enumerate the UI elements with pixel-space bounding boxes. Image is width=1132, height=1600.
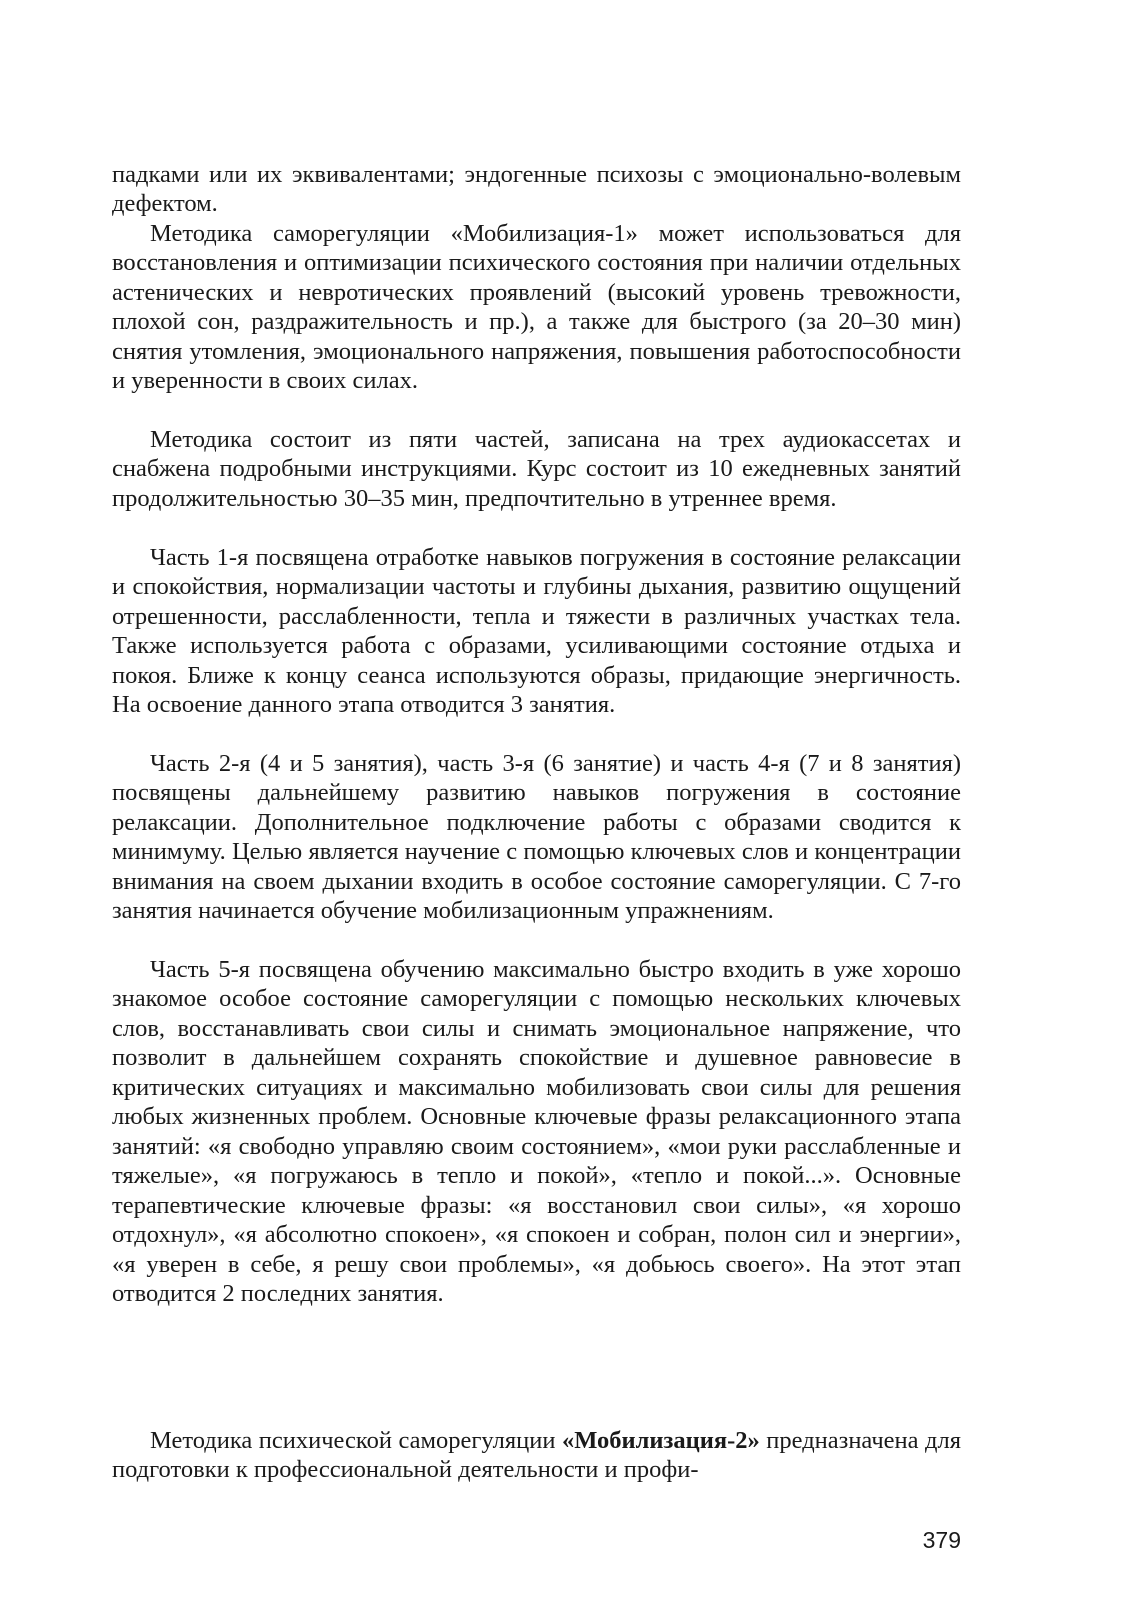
page-number: 379 [922, 1527, 961, 1553]
paragraph-part-1 [112, 543, 961, 720]
paragraph-parts-2-4 [112, 749, 961, 926]
method-name-bold: «Мобилизация-2» [561, 1427, 760, 1454]
paragraph-text: Методика саморегуляции «Мобилизация-1» может использоваться для восстановления и оптимизации психического состояния при наличии отдельных астенических и невротических проявлений (высокий уровень тревожности, плохой сон, раздражительность и пр.), а также для быстрого (за 20–30 мин) снятия утомления, эмоционального напряжения, повышения работоспособности и уверенности в своих силах. [112, 220, 961, 395]
paragraph-text: Часть 5-я посвящена обучению максимально быстро входить в уже хорошо знакомое особое состояние саморегуляции с помощью нескольких ключевых слов, восстанавливать свои силы и снимать эмоциональное напряжение, что позволит в дальнейшем сохранять спокойствие и душевное равновесие в критических ситуациях и максимально мобилизовать свои силы для решения любых жизненных проблем. Основные ключевые фразы релаксационного этапа занятий: «я свободно управляю своим состоянием», «мои руки расслабленные и тяжелые», «я погружаюсь в тепло и покой», «тепло и покой...». Основные терапевтические ключевые фразы: «я восстановил свои силы», «я хорошо отдохнул», «я абсолютно спокоен», «я спокоен и собран, полон сил и энергии», «я уверен в себе, я решу свои проблемы», «я добьюсь своего». На этот этап отводится 2 последних занятия. [112, 956, 961, 1307]
paragraph-text: падками или их эквивалентами; эндогенные психозы с эмоционально-волевым дефектом. [112, 161, 961, 218]
paragraph-text: Часть 1-я посвящена отработке навыков погружения в состояние релаксации и спокойствия, нормализации частоты и глубины дыхания, развитию ощущений отрешенности, расслабленности, тепла и тяжести в различных участках тела. Также используется работа с образами, усиливающими состояние отдыха и покоя. Ближе к концу сеанса используются образы, придающие энергичность. На освоение данного этапа отводится 3 занятия. [112, 544, 961, 719]
paragraph-text: Методика состоит из пяти частей, записана на трех аудиокассетах и снабжена подробными инструкциями. Курс состоит из 10 ежедневных занятий продолжительностью 30–35 мин, предпочтительно в утреннее время. [112, 426, 961, 512]
paragraph-method-structure [112, 425, 961, 513]
paragraph-text: предназначена для подготовки к профессиональной деятельности и профи- [112, 1427, 961, 1484]
paragraph-mobilization-1-purpose [112, 219, 961, 396]
paragraph-text: Часть 2-я (4 и 5 занятия), часть 3-я (6 занятие) и часть 4-я (7 и 8 занятия) посвящены дальнейшему развитию навыков погружения в состояние релаксации. Дополнительное подключение работы с образами сводится к минимуму. Целью является научение с помощью ключевых слов и концентрации внимания на своем дыхании входить в особое состояние саморегуляции. С 7-го занятия начинается обучение мобилизационным упражнениям. [112, 750, 961, 925]
paragraph-text: Методика психической саморегуляции [150, 1427, 562, 1454]
paragraph-epilepsy-continuation [112, 160, 961, 219]
paragraph-part-5 [112, 955, 961, 1308]
paragraph-mobilization-2 [112, 1426, 961, 1485]
